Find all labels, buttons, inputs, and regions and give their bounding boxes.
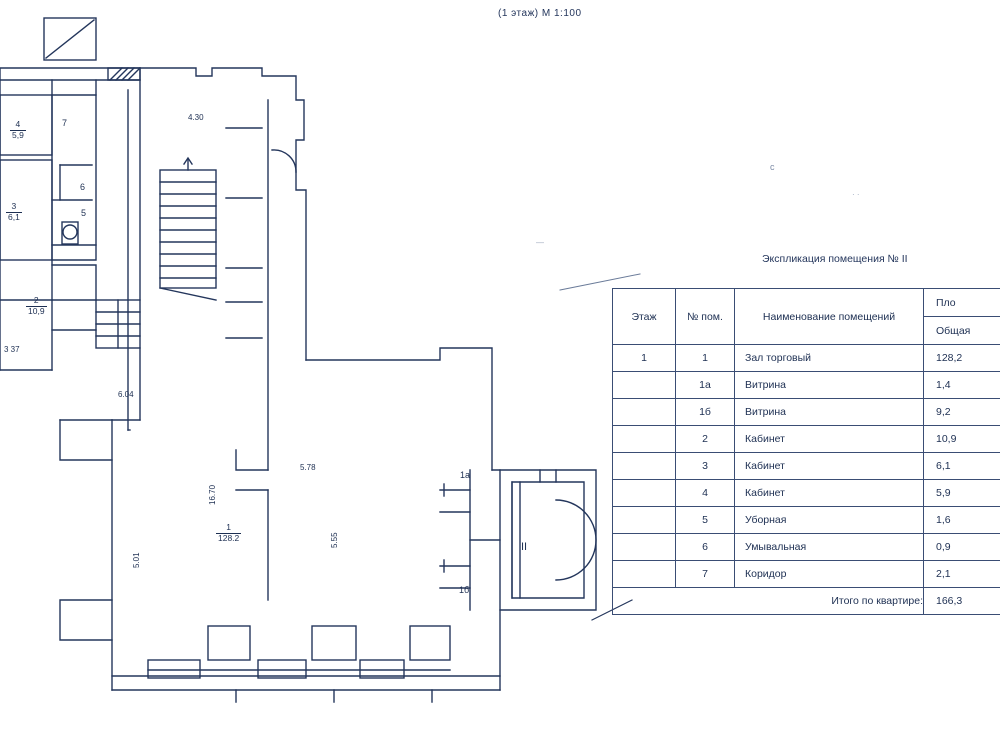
cell-area: 5,9	[924, 480, 1000, 507]
header-area-total: Общая	[924, 317, 1000, 345]
cell-name: Кабинет	[735, 453, 924, 480]
specification-table-wrapper	[612, 288, 1000, 615]
dimension-5-01: 5.01	[132, 552, 141, 568]
cell-area: 128,2	[924, 345, 1000, 372]
cell-area: 0,9	[924, 534, 1000, 561]
cell-name: Коридор	[735, 561, 924, 588]
cell-num: 1	[676, 345, 735, 372]
marker-1a: 1а	[460, 470, 471, 480]
header-room-name: Наименование помещений	[735, 289, 924, 345]
cell-num: 4	[676, 480, 735, 507]
cell-num: 7	[676, 561, 735, 588]
cell-num: 1а	[676, 372, 735, 399]
room-label-4: 4 5,9	[12, 119, 24, 140]
dimension-5-55: 5.55	[330, 532, 339, 548]
cell-area: 9,2	[924, 399, 1000, 426]
cell-name: Уборная	[735, 507, 924, 534]
marker-6: 6	[80, 182, 86, 192]
marker-II: II	[521, 541, 528, 553]
table-row	[613, 561, 1000, 588]
cell-area: 1,4	[924, 372, 1000, 399]
cell-area: 1,6	[924, 507, 1000, 534]
cell-etazh	[613, 399, 676, 426]
table-row	[613, 453, 1000, 480]
cell-etazh	[613, 561, 676, 588]
cell-name: Кабинет	[735, 480, 924, 507]
cell-etazh	[613, 453, 676, 480]
cell-name: Кабинет	[735, 426, 924, 453]
dimension-4-30: 4.30	[188, 113, 204, 122]
specification-title: Экспликация помещения № II	[762, 253, 908, 265]
faint-mark-center: —	[536, 238, 544, 247]
specification-table	[612, 288, 1000, 615]
table-total-row	[613, 588, 1000, 615]
cell-name: Умывальная	[735, 534, 924, 561]
dimension-5-78: 5.78	[300, 463, 316, 472]
cell-num: 3	[676, 453, 735, 480]
cell-etazh	[613, 426, 676, 453]
dimension-16-70: 16.70	[208, 484, 217, 505]
marker-c: с	[770, 162, 775, 172]
table-header-row-top	[613, 289, 1000, 317]
table-row	[613, 399, 1000, 426]
cell-area: 10,9	[924, 426, 1000, 453]
header-area-group: Пло	[924, 289, 1000, 317]
cell-num: 5	[676, 507, 735, 534]
room-label-2: 2 10,9	[28, 295, 45, 316]
header-room-number: № пом.	[676, 289, 735, 345]
cell-num: 2	[676, 426, 735, 453]
cell-area: 2,1	[924, 561, 1000, 588]
room-label-3: 3 6,1	[8, 201, 20, 222]
table-row	[613, 534, 1000, 561]
cell-etazh	[613, 372, 676, 399]
cell-name: Витрина	[735, 372, 924, 399]
table-row	[613, 480, 1000, 507]
cell-area: 6,1	[924, 453, 1000, 480]
total-area: 166,3	[924, 588, 1000, 615]
table-row	[613, 345, 1000, 372]
cell-num: 1б	[676, 399, 735, 426]
plan-scale-title: (1 этаж) М 1:100	[498, 8, 582, 19]
marker-5: 5	[81, 208, 87, 218]
marker-1b: 1б	[459, 585, 470, 595]
table-row	[613, 426, 1000, 453]
cell-etazh	[613, 534, 676, 561]
cell-num: 6	[676, 534, 735, 561]
cell-etazh	[613, 480, 676, 507]
cell-etazh: 1	[613, 345, 676, 372]
dimension-6-04: 6.04	[118, 390, 134, 399]
table-row	[613, 507, 1000, 534]
cell-etazh	[613, 507, 676, 534]
cell-name: Зал торговый	[735, 345, 924, 372]
total-label: Итого по квартире:	[613, 588, 924, 615]
cell-name: Витрина	[735, 399, 924, 426]
faint-mark-right: · ·	[852, 190, 860, 199]
marker-7: 7	[62, 118, 68, 128]
room-label-1: 1 128.2	[218, 522, 240, 543]
dimension-3-37: 3 37	[4, 345, 20, 354]
table-row	[613, 372, 1000, 399]
header-etazh: Этаж	[613, 289, 676, 345]
